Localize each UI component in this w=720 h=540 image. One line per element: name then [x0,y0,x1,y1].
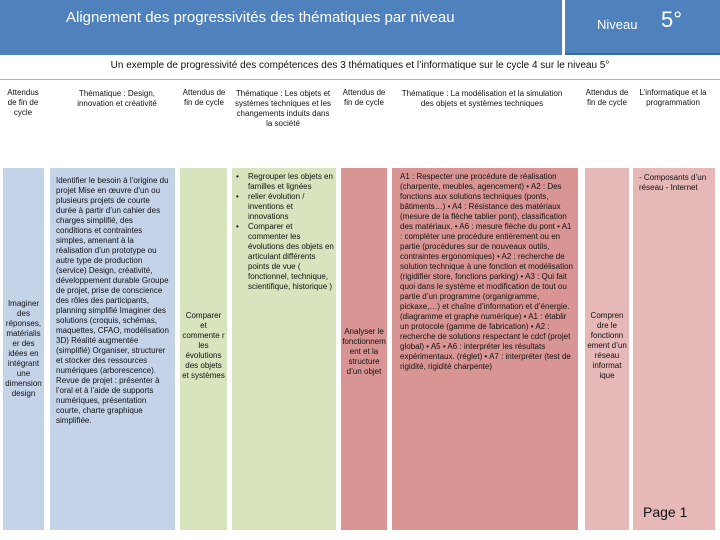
list-item: • relier évolution / inventions et innovations [234,192,334,222]
subtitle-divider [0,79,720,80]
page-number: Page 1 [643,504,688,520]
col4-list [234,172,334,292]
col5-header: Attendus de fin de cycle [342,88,386,107]
col2-header: Thématique : Design, innovation et créativité [77,89,157,108]
page-title: Alignement des progressivités des thématiques par niveau [66,9,455,26]
subtitle: Un exemple de progressivité des compétences des 3 thématiques et l’informatique sur le cycle 4 sur le niveau 5° [110,60,610,71]
list-item: • Comparer et commenter les évolutions des objets en articulant différents points de vue ( fonctionnel, technique, scientifique, historique ) [234,222,334,292]
col4-body [232,168,336,530]
col5-body: Analyser le fonctionnem ent et la structure d’un objet [341,168,387,530]
level-label: Niveau [597,17,638,32]
level-value: 5° [661,7,683,32]
col3-body: Comparer et commente r les évolutions des objets et systèmes [180,168,227,530]
title-box [0,0,565,55]
col4-header: Thématique : Les objets et systèmes techniques et les changements induits dans la société [234,89,332,128]
list-item: • Regrouper les objets en familles et lignées [234,172,334,192]
col6-header: Thématique : La modélisation et la simulation des objets et systèmes techniques [401,89,563,108]
col1-header: Attendus de fin de cycle [7,88,39,117]
col8-header: L’informatique et la programmation [639,88,707,107]
col6-body: A1 : Respecter une procédure de réalisation (charpente, meubles, agencement) • A2 : Des fonctions aux solutions techniques (ponts, bâtiments…) • A4 : Résistance des matériaux (mesure de la flèche tablier pont), classification des matériaux. • A6 : mesure flèche du pont • A1 : compléter une procédure entièrement ou en partie (procédures sur de nouveaux outils, contraintes ergonomiques) • A2 : recherche de solution technique à une fonction et modélisation (rigidifier store, fonctions parking) • A3 : Qui fait quoi dans le système et modification de tout ou partie d’un programme (organigramme, pickaxe,…) et chaîne d’information et d’énergie. (diagramme et graphe numérique) • A1 : établir un protocole (gamme de fabrication) • A2 : recherche de solutions respectant le cdcf (projet global) • A5 • A6 : interpréter les résultats expérimentaux. (réglet) • A7 : interpréter (test de rigidité, rigidité charpente) [392,168,578,530]
col7-body: Compren dre le fonctionn ement d’un réseau informat ique [585,168,629,530]
col8-body: - Composants d’un réseau - Internet [633,168,715,530]
col1-body: Imaginer des réponses, matérialis er des idées en intégrant une dimension design [3,168,44,530]
col7-header: Attendus de fin de cycle [585,88,629,107]
col2-body: Identifier le besoin à l’origine du projet Mise en œuvre d’un ou plusieurs projets de courte durée à partir d’un cahier des charges simplifié, des conditions et contraintes simples, amenant à la réalisation d’un prototype ou autre type de production (service) Design, créativité, développement durable Groupe de projet, prise de conscience des rôles des participants, planning simplifié Imaginer des solutions (croquis, schémas, maquettes, CFAO, modélisation 3D) Réalité augmentée (simplifié) Organiser, structurer et stocker des ressources numériques (arborescence). Revue de projet : présenter à l’oral et à l’aide de supports numériques, présentation courte, charte graphique simplifiée. [50,168,175,530]
col3-header: Attendus de fin de cycle [182,88,226,107]
